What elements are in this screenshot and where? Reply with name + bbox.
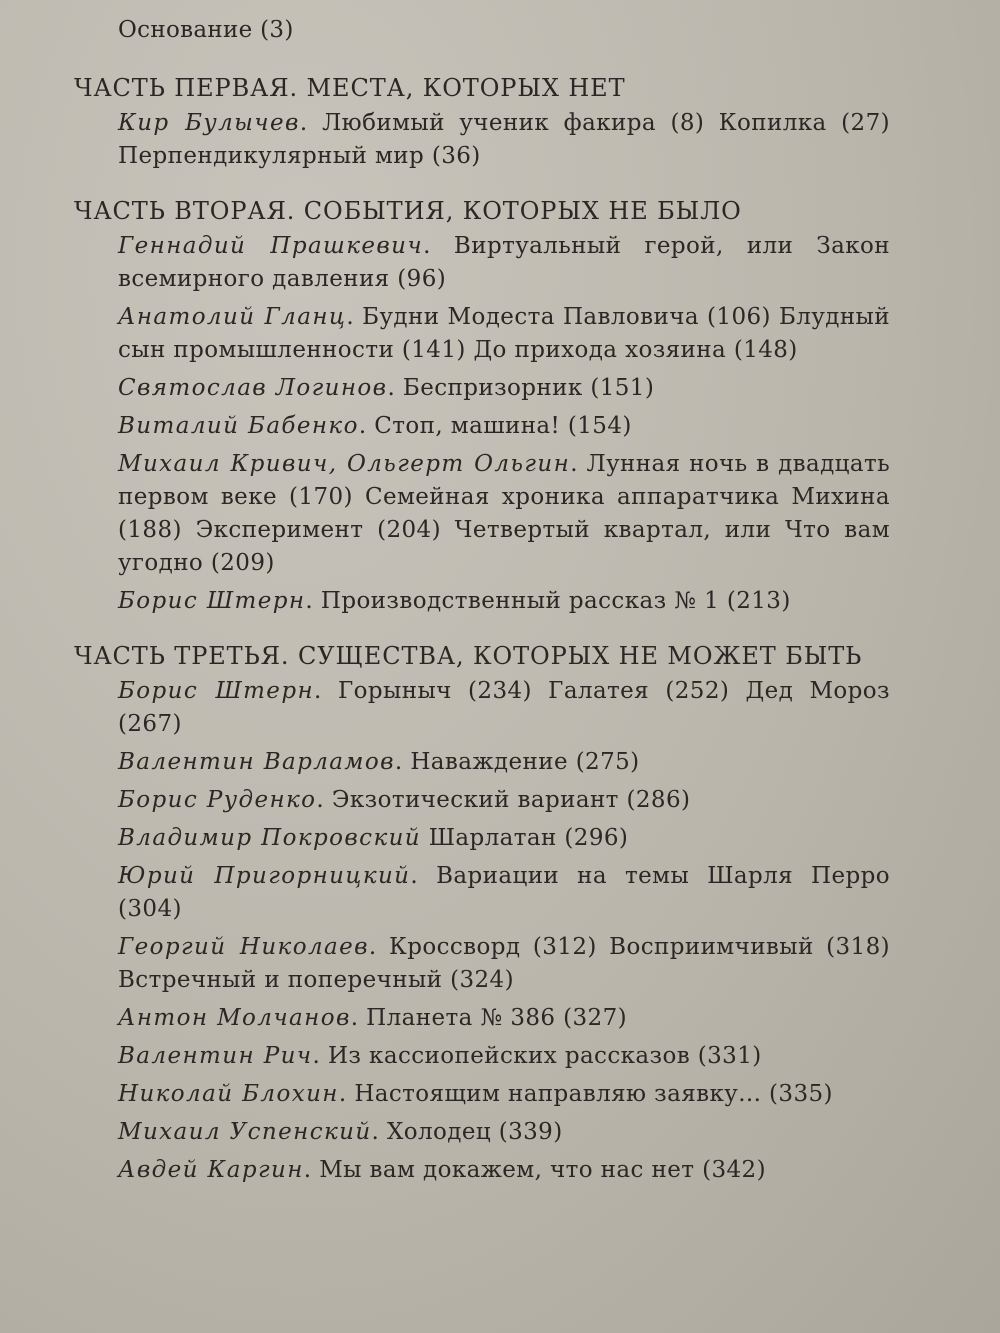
toc-entry <box>118 675 890 741</box>
author-name: Валентин Рич <box>118 1043 313 1069</box>
author-name: Авдей Каргин <box>118 1157 304 1183</box>
author-name: Владимир Покровский <box>118 825 422 851</box>
toc-entry <box>118 1078 890 1111</box>
author-separator: . <box>410 863 437 889</box>
toc-entry <box>118 860 890 926</box>
toc-entry <box>118 1116 890 1149</box>
toc-entry <box>118 1002 890 1035</box>
works-list: Беспризорник (151) <box>402 375 655 401</box>
works-list: Мы вам докажем, что нас нет (342) <box>319 1157 766 1183</box>
toc-entry <box>118 410 890 443</box>
toc-entry <box>118 301 890 367</box>
toc-entry <box>118 107 890 173</box>
part-title: ЧАСТЬ ТРЕТЬЯ. СУЩЕСТВА, КОТОРЫХ НЕ МОЖЕТ БЫТЬ <box>74 642 863 670</box>
author-name: Анатолий Гланц <box>118 304 347 330</box>
author-separator: . <box>570 451 587 477</box>
works-list: Будни Модеста Павловича (106) Блудный сын промышленности (141) До прихода хозяина (148) <box>118 304 890 363</box>
works-list: Виртуальный герой, или Закон всемирного давления (96) <box>118 233 890 292</box>
works-list: Экзотический вариант (286) <box>331 787 691 813</box>
author-separator: . <box>305 588 321 614</box>
part-title: ЧАСТЬ ВТОРАЯ. СОБЫТИЯ, КОТОРЫХ НЕ БЫЛО <box>74 197 742 225</box>
toc-entry <box>118 585 890 618</box>
author-name: Борис Штерн <box>118 588 306 614</box>
works-list: Вариации на темы Шарля Перро (304) <box>118 863 890 922</box>
author-separator: . <box>387 375 403 401</box>
author-name: Кир Булычев <box>118 110 300 136</box>
works-list: Планета № 386 (327) <box>366 1005 627 1031</box>
part-title: ЧАСТЬ ПЕРВАЯ. МЕСТА, КОТОРЫХ НЕТ <box>74 74 626 102</box>
author-name: Николай Блохин <box>118 1081 339 1107</box>
author-separator: . <box>303 1157 320 1183</box>
works-list: Кроссворд (312) Восприимчивый (318) Встречный и поперечный (324) <box>118 934 890 993</box>
works-list: Производственный рассказ № 1 (213) <box>320 588 791 614</box>
author-name: Виталий Бабенко <box>118 413 359 439</box>
author-separator: . <box>423 233 454 259</box>
toc-entry <box>118 784 890 817</box>
author-name: Борис Руденко <box>118 787 317 813</box>
works-list: Стоп, машина! (154) <box>374 413 632 439</box>
author-separator: . <box>358 413 375 439</box>
author-name: Михаил Успенский <box>118 1119 372 1145</box>
toc-entry <box>118 1154 890 1187</box>
parts-list <box>74 72 890 1187</box>
author-separator: . <box>312 1043 328 1069</box>
author-separator: . <box>371 1119 387 1145</box>
author-name: Антон Молчанов <box>118 1005 351 1031</box>
works-list: Настоящим направляю заявку... (335) <box>354 1081 833 1107</box>
author-separator: . <box>338 1081 355 1107</box>
author-name: Георгий Николаев <box>118 934 369 960</box>
author-separator: . <box>316 787 332 813</box>
works-list: Горыныч (234) Галатея (252) Дед Мороз (267) <box>118 678 890 737</box>
part-section <box>74 72 890 173</box>
author-separator: . <box>368 934 390 960</box>
author-separator: . <box>394 749 411 775</box>
author-name: Борис Штерн <box>118 678 314 704</box>
intro-entry: Основание (3) <box>118 17 294 43</box>
author-name: Юрий Пригорницкий <box>118 863 411 889</box>
author-name: Геннадий Прашкевич <box>118 233 424 259</box>
toc-entry <box>118 822 890 855</box>
part-section <box>74 640 890 1187</box>
part-section <box>74 195 890 618</box>
toc-entry <box>118 746 890 779</box>
works-list: Шарлатан (296) <box>428 825 629 851</box>
author-separator: . <box>314 678 339 704</box>
toc-entry <box>118 230 890 296</box>
toc-entry <box>118 931 890 997</box>
works-list: Из кассиопейских рассказов (331) <box>327 1043 762 1069</box>
author-separator <box>421 825 429 851</box>
author-name: Святослав Логинов <box>118 375 388 401</box>
toc-entry <box>118 372 890 405</box>
works-list: Холодец (339) <box>386 1119 563 1145</box>
author-name: Валентин Варламов <box>118 749 395 775</box>
works-list: Лунная ночь в двадцать первом веке (170) Семейная хроника аппаратчика Михина (188) Эксперимент (204) Четвертый квартал, или Что вам угодно (209) <box>118 451 890 576</box>
author-separator: . <box>299 110 323 136</box>
toc-entry <box>118 1040 890 1073</box>
works-list: Наваждение (275) <box>410 749 640 775</box>
author-separator: . <box>350 1005 367 1031</box>
works-list: Любимый ученик факира (8) Копилка (27) Перпендикулярный мир (36) <box>118 110 890 169</box>
author-separator: . <box>346 304 363 330</box>
toc-entry <box>118 448 890 580</box>
author-name: Михаил Кривич, Ольгерт Ольгин <box>118 451 571 477</box>
